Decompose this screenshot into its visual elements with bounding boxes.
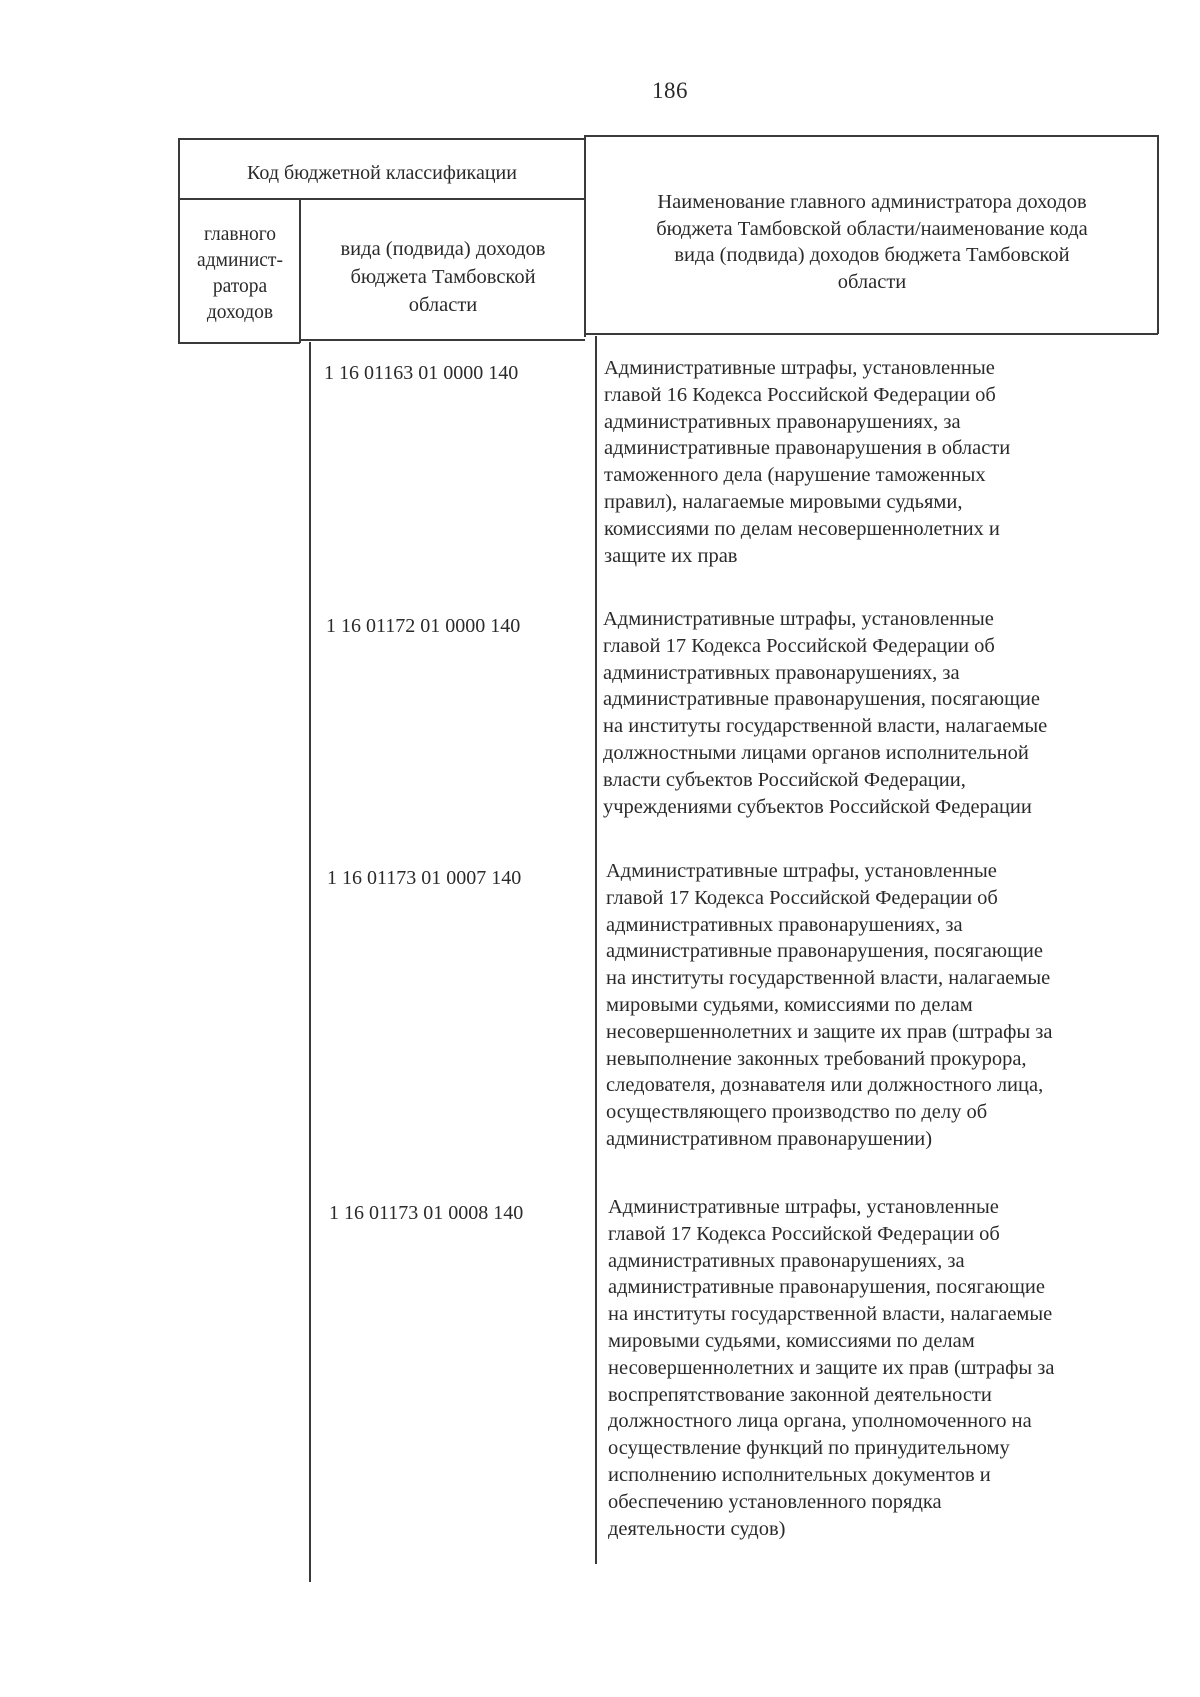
row-description <box>608 1194 1128 1542</box>
row-description-line: власти субъектов Российской Федерации, <box>603 768 966 791</box>
row-description-line: учреждениями субъектов Российской Федерации <box>603 795 1032 818</box>
row-description-line: административные правонарушения, посягающие <box>606 940 1043 963</box>
row-description-line: воспрепятствование законной деятельности <box>608 1383 992 1406</box>
header-col2-divider <box>584 136 586 337</box>
row-code: 1 16 01173 01 0008 140 <box>329 1202 524 1224</box>
header-col-name-line: вида (подвида) доходов бюджета Тамбовской <box>674 244 1070 266</box>
header-col-admin-line: доходов <box>206 302 274 323</box>
header-col-income-type-line: вида (подвида) доходов <box>340 238 546 260</box>
row-description-line: правил), налагаемые мировыми судьями, <box>604 490 963 513</box>
row-description-line: административные правонарушения, посягающие <box>603 688 1040 711</box>
body-col2-divider <box>595 336 597 1564</box>
row-description-line: несовершеннолетних и защите их прав (штрафы за <box>606 1020 1053 1043</box>
row-description-line: главой 16 Кодекса Российской Федерации об <box>604 383 996 406</box>
row-description-line: мировыми судьями, комиссиями по делам <box>608 1329 975 1352</box>
row-description <box>606 858 1126 1153</box>
header-col-admin-line: админист- <box>197 250 283 271</box>
header-top-border-left <box>178 138 584 140</box>
row-description-line: осуществление функций по принудительному <box>608 1437 1010 1460</box>
row-description-line: обеспечению установленного порядка <box>608 1490 942 1513</box>
header-right-border <box>1157 135 1159 334</box>
header-col-admin <box>180 222 300 326</box>
row-code: 1 16 01173 01 0007 140 <box>327 867 522 889</box>
header-col-income-type <box>302 235 584 319</box>
row-description-line: следователя, дознавателя или должностного лица, <box>606 1074 1044 1097</box>
body-col1-divider <box>309 342 311 1582</box>
header-col-name <box>588 189 1156 295</box>
row-description-line: главой 17 Кодекса Российской Федерации об <box>603 634 995 657</box>
row-code: 1 16 01163 01 0000 140 <box>324 362 519 384</box>
row-description-line: административном правонарушении) <box>606 1127 933 1150</box>
row-description-line: на институты государственной власти, налагаемые <box>603 715 1048 738</box>
row-description-line: исполнению исполнительных документов и <box>608 1463 991 1486</box>
row-description-line: административных правонарушениях, за <box>604 410 961 433</box>
header-group-title: Код бюджетной классификации <box>247 162 517 184</box>
row-description-line: таможенного дела (нарушение таможенных <box>604 464 986 487</box>
row-description-line: административных правонарушениях, за <box>608 1249 965 1272</box>
header-col-income-type-line: области <box>408 294 478 316</box>
row-description-line: главой 17 Кодекса Российской Федерации об <box>606 886 998 909</box>
row-description-line: административные правонарушения, посягающие <box>608 1276 1045 1299</box>
page-number: 186 <box>652 78 688 103</box>
row-code: 1 16 01172 01 0000 140 <box>326 615 521 637</box>
row-description-line: Административные штрафы, установленные <box>603 608 994 630</box>
header-bottom-border-mid <box>299 339 585 341</box>
header-col-admin-line: главного <box>203 224 277 245</box>
header-bottom-border-left <box>178 342 300 344</box>
row-description-line: мировыми судьями, комиссиями по делам <box>606 993 973 1016</box>
row-description-line: невыполнение законных требований прокурора, <box>606 1047 1027 1070</box>
row-description-line: осуществляющего производство по делу об <box>606 1101 988 1124</box>
row-description-line: должностного лица органа, уполномоченного на <box>608 1410 1032 1433</box>
header-col-income-type-line: бюджета Тамбовской <box>350 266 536 288</box>
row-description-line: несовершеннолетних и защите их прав (штрафы за <box>608 1356 1055 1379</box>
row-description-line: комиссиями по делам несовершеннолетних и <box>604 517 1000 540</box>
header-col-name-line: Наименование главного администратора доходов <box>657 191 1087 213</box>
row-description-line: Административные штрафы, установленные <box>608 1196 999 1218</box>
row-description-line: на институты государственной власти, налагаемые <box>608 1303 1053 1326</box>
header-bottom-border-right <box>584 333 1158 335</box>
header-group-divider <box>178 198 584 200</box>
header-col-name-line: области <box>837 270 907 293</box>
row-description-line: административные правонарушения в области <box>604 437 1011 460</box>
row-description-line: административных правонарушениях, за <box>603 661 960 684</box>
row-description-line: Административные штрафы, установленные <box>606 860 997 882</box>
row-description-line: Административные штрафы, установленные <box>604 357 995 379</box>
row-description-line: главой 17 Кодекса Российской Федерации об <box>608 1222 1000 1245</box>
row-description <box>603 606 1123 820</box>
header-top-border-right <box>584 135 1158 137</box>
row-description <box>604 355 1124 569</box>
row-description-line: должностными лицами органов исполнительной <box>603 741 1029 764</box>
row-description-line: защите их прав <box>604 544 738 567</box>
row-description-line: на институты государственной власти, налагаемые <box>606 967 1051 990</box>
header-col-name-line: бюджета Тамбовской области/наименование кода <box>656 217 1088 240</box>
header-col-admin-line: ратора <box>212 276 268 297</box>
row-description-line: административных правонарушениях, за <box>606 913 963 936</box>
row-description-line: деятельности судов) <box>608 1517 786 1540</box>
